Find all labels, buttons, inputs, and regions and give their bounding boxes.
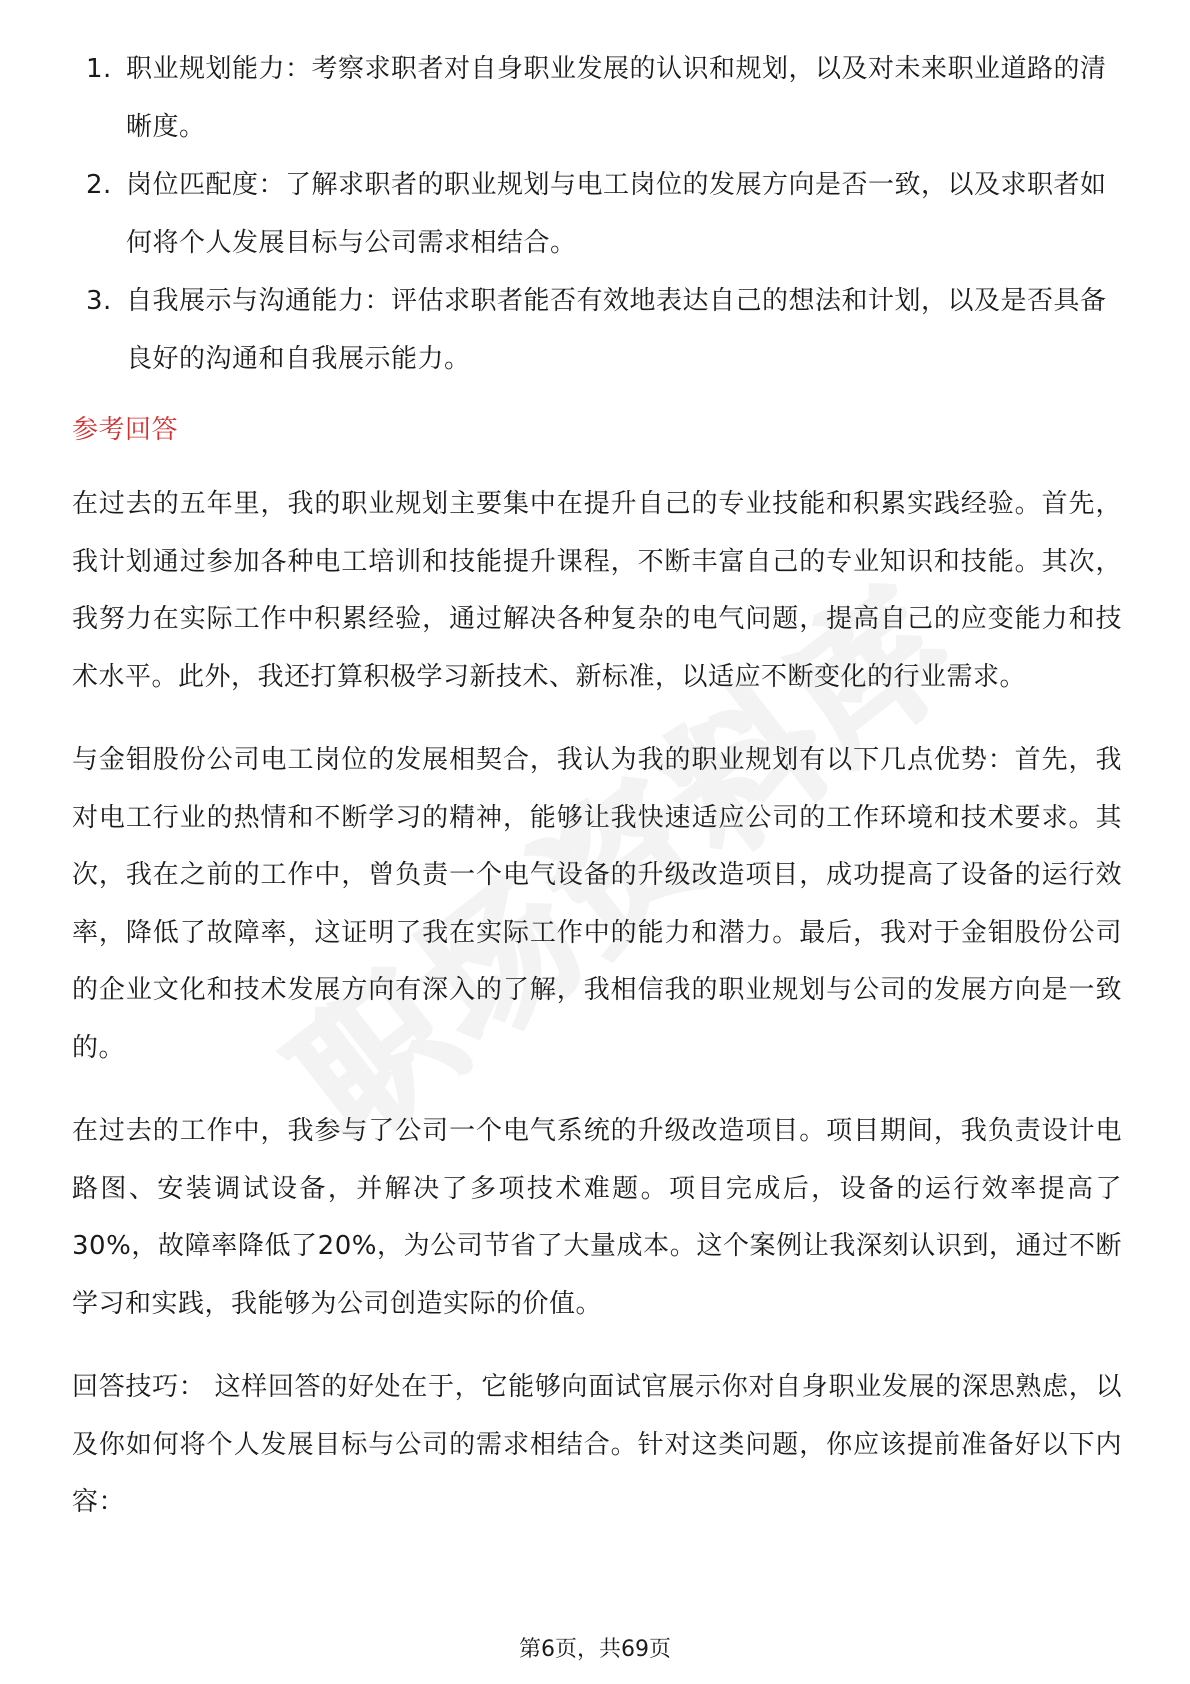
section-heading: 参考回答 — [72, 415, 179, 445]
answer-paragraph: 在过去的工作中，我参与了公司一个电气系统的升级改造项目。项目期间，我负责设计电路图、安装调试设备，并解决了多项技术难题。项目完成后，设备的运行效率提高了30%，故障率降低了20%，为公司节省了大量成本。这个案例让我深刻认识到，通过不断学习和实践，我能够为公司创造实际的价值。 — [72, 1116, 1122, 1319]
list-marker: 1. — [86, 54, 112, 84]
answer-paragraph: 在过去的五年里，我的职业规划主要集中在提升自己的专业技能和积累实践经验。首先，我计划通过参加各种电工培训和技能提升课程，不断丰富自己的专业知识和技能。其次，我努力在实际工作中积累经验，通过解决各种复杂的电气问题，提高自己的应变能力和技术水平。此外，我还打算积极学习新技术、新标准，以适应不断变化的行业需求。 — [72, 489, 1122, 692]
list-item-text: 岗位匹配度：了解求职者的职业规划与电工岗位的发展方向是否一致，以及求职者如何将个人发展目标与公司需求相结合。 — [126, 170, 1107, 258]
list-item-text: 自我展示与沟通能力：评估求职者能否有效地表达自己的想法和计划，以及是否具备良好的沟通和自我展示能力。 — [126, 286, 1107, 374]
answer-paragraph: 与金钼股份公司电工岗位的发展相契合，我认为我的职业规划有以下几点优势：首先，我对电工行业的热情和不断学习的精神，能够让我快速适应公司的工作环境和技术要求。其次，我在之前的工作中，曾负责一个电气设备的升级改造项目，成功提高了设备的运行效率，降低了故障率，这证明了我在实际工作中的能力和潜力。最后，我对于金钼股份公司的企业文化和技术发展方向有深入的了解，我相信我的职业规划与公司的发展方向是一致的。 — [72, 745, 1122, 1063]
list-item — [72, 156, 1122, 272]
list-item — [72, 40, 1122, 156]
tips-paragraph: 回答技巧： 这样回答的好处在于，它能够向面试官展示你对自身职业发展的深思熟虑，以及你如何将个人发展目标与公司的需求相结合。针对这类问题，你应该提前准备好以下内容： — [72, 1372, 1122, 1517]
list-marker: 2. — [86, 170, 112, 200]
page-content — [72, 40, 1122, 1558]
criteria-list — [72, 40, 1122, 388]
list-item — [72, 272, 1122, 388]
list-marker: 3. — [86, 286, 112, 316]
page-number: 第6页，共69页 — [519, 1637, 671, 1662]
list-item-text: 职业规划能力：考察求职者对自身职业发展的认识和规划，以及对未来职业道路的清晰度。 — [126, 54, 1107, 142]
